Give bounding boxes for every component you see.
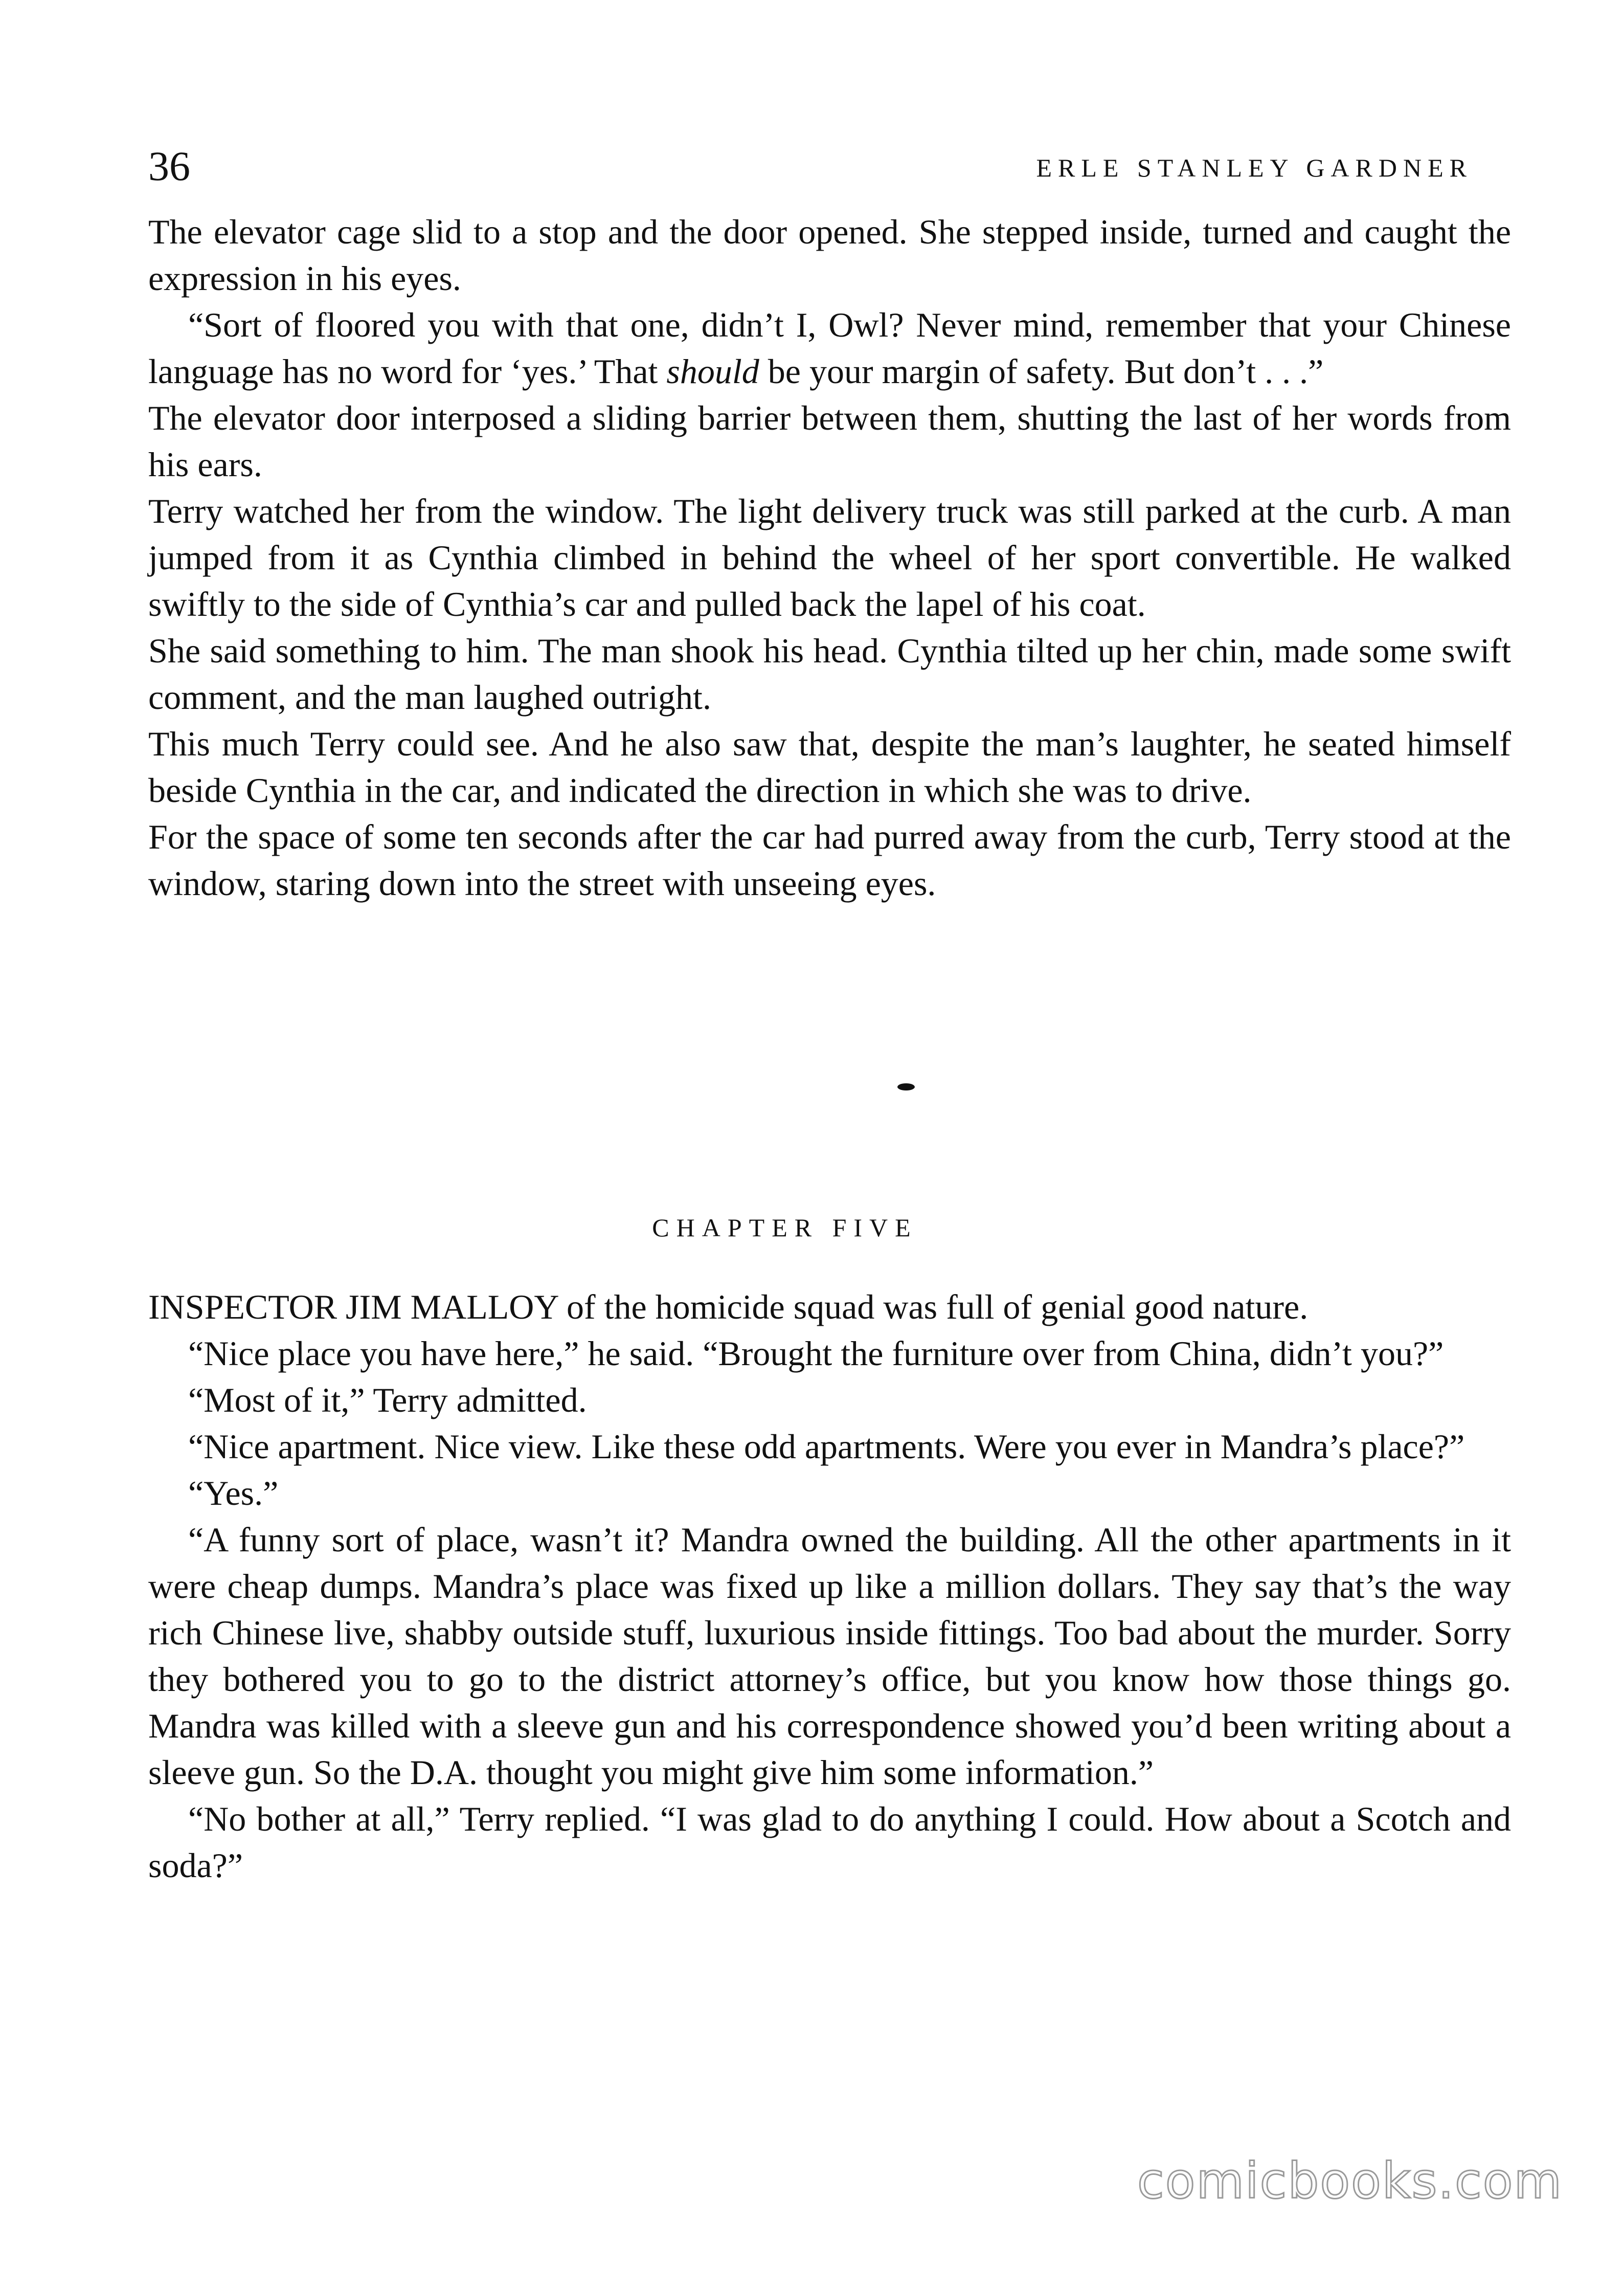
section-two-text [148,1284,1511,1889]
paragraph-text: be your margin of safety. But don’t . . .” [759,352,1324,391]
paragraph [148,302,1511,395]
paragraph: “Most of it,” Terry admitted. [188,1381,587,1419]
page-number: 36 [148,143,190,189]
paragraph: This much Terry could see. And he also saw that, despite the man’s laughter, he seated himself beside Cynthia in the car, and indicated the direction in which she was to drive. [148,724,1511,810]
section-break-mark [897,1083,915,1090]
paragraph: The elevator door interposed a sliding barrier between them, shutting the last of her words from his ears. [148,398,1511,484]
paragraph: Terry watched her from the window. The light delivery truck was still parked at the curb. A man jumped from it as Cynthia climbed in behind the wheel of her sport convertible. He walked swiftly to the side of Cynthia’s car and pulled back the lapel of his coat. [148,492,1511,624]
paragraph: “A funny sort of place, wasn’t it? Mandra owned the building. All the other apartments in it were cheap dumps. Mandra’s place was fixed up like a million dollars. They say that’s the way rich Chinese live, shabby outside stuff, luxurious inside fittings. Too bad about the murder. Sorry they bothered you to go to the district attorney’s office, but you know how those things go. Mandra was killed with a sleeve gun and his correspondence showed you’d been writing about a sleeve gun. So the D.A. thought you might give him some information.” [148,1520,1511,1792]
page-header [148,138,1473,194]
paragraph: “No bother at all,” Terry replied. “I was glad to do anything I could. How about a Scotch and soda?” [148,1799,1511,1885]
paragraph: “Yes.” [188,1474,279,1512]
section-one-text [148,209,1511,907]
paragraph: “Nice apartment. Nice view. Like these odd apartments. Were you ever in Mandra’s place?” [188,1427,1465,1466]
running-head: ERLE STANLEY GARDNER [1036,153,1473,182]
paragraph-text: “Sort of floored you with that one, didn’t I, Owl? Never mind, remember that your Chinese language has no word for ‘yes.’ That [148,305,1511,391]
paragraph: She said something to him. The man shook his head. Cynthia tilted up her chin, made some swift comment, and the man laughed outright. [148,631,1511,717]
chapter-heading: CHAPTER FIVE [652,1213,918,1242]
paragraph: “Nice place you have here,” he said. “Brought the furniture over from China, didn’t you?” [188,1334,1444,1373]
paragraph: For the space of some ten seconds after the car had purred away from the curb, Terry stood at the window, staring down into the street with unseeing eyes. [148,817,1511,903]
watermark: comicbooks.com [1137,2152,1563,2210]
paragraph: INSPECTOR JIM MALLOY of the homicide squad was full of genial good nature. [148,1287,1309,1326]
italic-emphasis: should [666,352,759,391]
paragraph: The elevator cage slid to a stop and the door opened. She stepped inside, turned and caught the expression in his eyes. [148,212,1511,298]
